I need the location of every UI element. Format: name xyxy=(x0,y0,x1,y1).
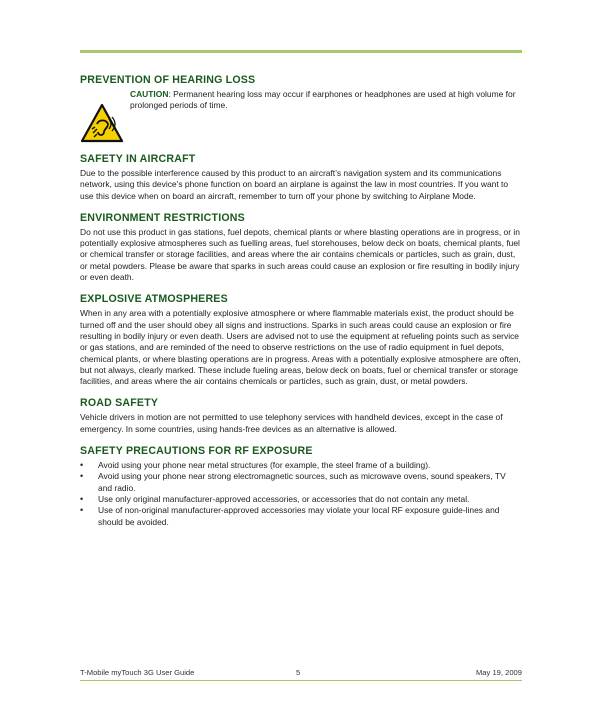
list-item: • Avoid using your phone near strong electromagnetic sources, such as microwave ovens, sound speakers, TV and radio. xyxy=(80,471,522,494)
section-title-hearing-loss: PREVENTION OF HEARING LOSS xyxy=(80,74,256,86)
hearing-warning-icon xyxy=(80,103,124,143)
footer-date: May 19, 2009 xyxy=(475,668,522,677)
caution-row xyxy=(80,89,522,143)
section-road-safety xyxy=(80,397,522,435)
section-title-aircraft: SAFETY IN AIRCRAFT xyxy=(80,153,196,165)
section-rf-exposure xyxy=(80,445,522,528)
section-title-explosive: EXPLOSIVE ATMOSPHERES xyxy=(80,293,228,306)
section-aircraft xyxy=(80,153,522,202)
page-content xyxy=(80,74,522,538)
list-item: • Use only original manufacturer-approved accessories, or accessories that do not contain any metal. xyxy=(80,494,522,505)
section-environment xyxy=(80,212,522,283)
caution-body: : Permanent hearing loss may occur if earphones or headphones are used at high volume for prolonged periods of time. xyxy=(130,89,516,111)
section-title-environment: ENVIRONMENT RESTRICTIONS xyxy=(80,211,245,224)
caution-text xyxy=(130,89,522,112)
footer-page-number: 5 xyxy=(296,668,301,677)
section-body-road-safety: Vehicle drivers in motion are not permitted to use telephony services with handheld devices, except in the case of emergency. In some countries, using hands-free devices as an alternative is allowed. xyxy=(80,412,503,434)
section-title-road-safety: ROAD SAFETY xyxy=(80,397,159,410)
section-hearing-loss xyxy=(80,74,522,143)
section-body-explosive: When in any area with a potentially explosive atmosphere or where flammable materials exist, the product should be turned off and the user should obey all signs and instructions. Sparks in such areas could cause an explosion or fire resulting in bodily injury or even death. Users are advised not to use the equipment at refueling points such as service or gas stations, and are reminded of the need to observe restrictions on the use of radio equipment in fuel depots, chemical plants, or where blasting operations are in progress. Areas with a potentially explosive atmosphere are often, but not always, clearly marked. These include fueling areas, below deck on boats, fuel or chemical transfer or storage facilities, and areas where the air contains chemicals or particles, such as grain, dust, or metal powders. xyxy=(80,308,521,387)
list-item: • Use of non-original manufacturer-approved accessories may violate your local RF exposure guide-lines and should be avoided. xyxy=(80,505,522,528)
footer-rule xyxy=(80,680,522,681)
section-title-rf-exposure: SAFETY PRECAUTIONS FOR RF EXPOSURE xyxy=(80,445,313,458)
rf-bullet-list xyxy=(80,460,522,528)
section-body-environment: Do not use this product in gas stations, fuel depots, chemical plants or where blasting operations are in progress, or in potentially explosive atmospheres such as fuelling areas, fuel storehouses, below deck on boats, chemical plants, fuel or chemical transfer or storage facilities, and areas where the air contains chemicals or particles, such as grain, dust, or metal powders. Please be aware that sparks in such areas could cause an explosion or fire resulting in bodily injury or even death. xyxy=(80,226,520,283)
section-body-aircraft: Due to the possible interference caused by this product to an aircraft’s navigation system and its communications network, using this device’s phone function on board an airplane is against the law in most countries. If you want to use this device when on board an aircraft, remember to turn off your phone by switching to Airplane Mode. xyxy=(80,168,509,201)
footer-guide-title: T-Mobile myTouch 3G User Guide xyxy=(80,668,195,677)
section-explosive xyxy=(80,293,522,387)
caution-label: CAUTION xyxy=(130,89,169,99)
list-item: • Avoid using your phone near metal structures (for example, the steel frame of a building). xyxy=(80,460,522,471)
header-rule xyxy=(80,50,522,53)
